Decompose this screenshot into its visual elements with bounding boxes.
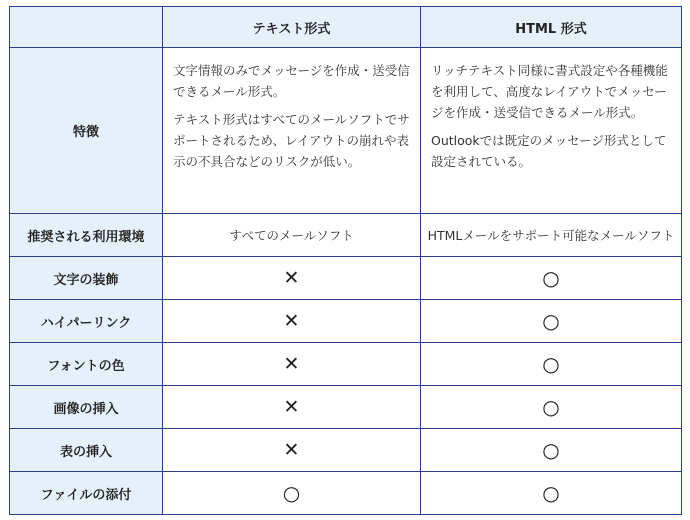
text-support-cell [163,472,421,515]
text-support-cell [163,300,421,343]
comparison-table-wrapper [9,6,682,515]
html-support-cell [421,300,682,343]
html-support-cell [421,386,682,429]
html-support-cell [421,429,682,472]
env-html-value: HTMLメールをサポート可能なメールソフト [421,214,682,257]
table-row [10,257,682,300]
row-label: ハイパーリンク [10,300,163,343]
email-format-comparison-table [9,6,682,515]
text-support-cell [163,429,421,472]
row-label: ファイルの添付 [10,472,163,515]
text-support-cell [163,257,421,300]
text-support-cell [163,343,421,386]
header-html-format: HTML 形式 [421,7,682,48]
text-desc-paragraph-2: テキスト形式はすべてのメールソフトでサポートされるため、レイアウトの崩れや表示の不具合などのリスクが低い。 [173,112,410,169]
cross-icon: ✕ [283,352,300,375]
html-support-cell [421,472,682,515]
env-text-value: すべてのメールソフト [163,214,421,257]
features-label: 特徴 [10,48,163,214]
circle-icon: ○ [282,480,301,505]
text-support-cell [163,386,421,429]
cross-icon: ✕ [283,309,300,332]
circle-icon: ○ [542,394,560,419]
circle-icon: ○ [542,308,560,333]
header-row [10,7,682,48]
html-desc-paragraph-2: Outlookでは既定のメッセージ形式として設定されている。 [431,133,667,169]
html-support-cell [421,343,682,386]
row-label: 画像の挿入 [10,386,163,429]
table-row [10,386,682,429]
table-row [10,300,682,343]
features-row [10,48,682,214]
env-row [10,214,682,257]
row-label: 表の挿入 [10,429,163,472]
table-row [10,343,682,386]
html-format-description [421,48,682,214]
circle-icon: ○ [542,480,560,505]
html-desc-paragraph-1: リッチテキスト同様に書式設定や各種機能を利用して、高度なレイアウトでメッセージを作成・送受信できるメール形式。 [431,63,668,120]
cross-icon: ✕ [283,395,300,418]
circle-icon: ○ [542,437,560,462]
table-row [10,472,682,515]
header-text-format: テキスト形式 [163,7,421,48]
row-label: フォントの色 [10,343,163,386]
text-format-description [163,48,421,214]
row-label: 文字の装飾 [10,257,163,300]
header-empty-cell [10,7,163,48]
cross-icon: ✕ [283,438,300,461]
html-support-cell [421,257,682,300]
cross-icon: ✕ [283,266,300,289]
circle-icon: ○ [542,265,560,290]
text-desc-paragraph-1: 文字情報のみでメッセージを作成・送受信できるメール形式。 [173,63,410,99]
table-row [10,429,682,472]
env-label: 推奨される利用環境 [10,214,163,257]
circle-icon: ○ [542,351,560,376]
